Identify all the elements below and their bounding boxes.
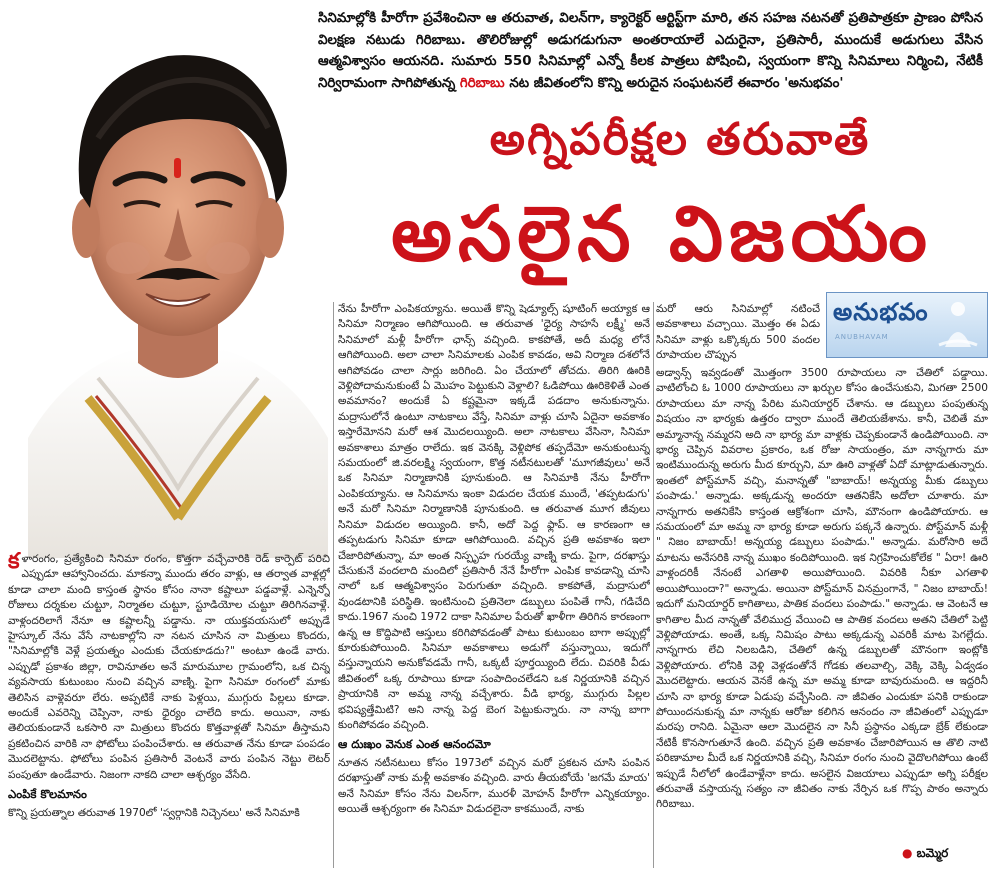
column-divider	[333, 302, 334, 868]
article-column-1	[8, 552, 330, 870]
anubhavam-badge	[826, 292, 988, 358]
column1-subheading: ఎంపికే కొలమానం	[8, 787, 87, 802]
drop-cap-letter: క	[8, 552, 20, 574]
column1-paragraph-2: కొన్ని ప్రయత్నాల తరువాత 1970లో 'స్వర్గానికి నిచ్చెనలు' అనే సినిమాకి	[8, 806, 300, 819]
column1-text-1: ళారంగం, ప్రత్యేకించి సినిమా రంగం, కొత్తగా వచ్చేవారికి రెడ్ కార్పెట్ పరిచి ఎప్పుడూ ఆహ్వానించదు. మాకన్నా ముందు తరం వాళ్లు, ఆ తర్వాత వాళ్లల్లో కూడా చాలా మంది కాస్తంత స్థానం కోసం నానా కష్టాలూ పడ్డవాళ్లే. ఎన్నెన్నో రోజులు దర్శకుల చుట్టూ, నిర్మాతల చుట్టూ, స్టూడియోల చుట్టూ తిరిగినవాళ్లే. వాళ్లందరిలాగే నేనూ ఆ కష్టాలన్నీ పడ్డాను. నా యుక్తవయసులో అప్పుడే హైస్కూల్ నేను వేసే నాటకాల్లోని నా నటన చూసిన నా మిత్రులు కొందరు, "సినిమాల్లోకి వెళ్లే ప్రయత్నం ఎందుకు చేయకూడదు?" అంటూ ఉండే వారు. ఎప్పుడో ప్రకాశం జిల్లా, రావినూతల అనే మారుమూల గ్రామంలోని, ఒక చిన్న వ్యవసాయ కుటుంబం నుంచి వచ్చిన వాణ్ని. పైగా సినిమా రంగంలో మాకు తెలిసిన వాళ్లెవరూ లేరు. అప్పటికే నాకు పెళ్లయి, ముగ్గురు పిల్లలు కూడా. అందుకే ఎవరెన్ని చెప్పినా, నాకు ధైర్యం చాలేది కాదు. అయినా, నాకు తెలియకుండానే ఒకసారి నా మిత్రులు కొందరు కొత్తవాళ్లతో సినిమా తీస్తామని ప్రకటించిన వారికి నా ఫోటోలు పంపించేశారు. ఆ తరువాత నేను కూడా పంపడం మొదలెట్టాను. ఫోటోలు పంపిన ప్రతిసారీ వెంటనే వారు పంపిన నెట్టు లెటర్ పంపుతూ ఉండేవారు. నిజంగా నాకది చాలా ఆశ్చర్యం వేసేది.	[8, 553, 330, 781]
byline-name: బమ్మెర	[916, 846, 949, 860]
intro-highlight-name: గిరిబాబు	[459, 75, 505, 91]
column2-paragraph-2: నూతన నటీనటులు కోసం 1973లో వచ్చిన మరో ప్రకటన చూసి పంపిన దరఖాస్తుతో నాకు మళ్లీ అవకాశం వచ్చింది. వారు తీయబోయే 'జగమే మాయ' అనే సినిమా కోసం నేను విలన్‌గా, మురళీ మోహన్ హీరోగా ఎన్నికయ్యాం. అయితే ఆశ్చర్యంగా ఈ సినిమా విడుదలైనా కాకముందే, నాకు	[338, 756, 650, 815]
headline-line2: అసలైన విజయం	[391, 189, 933, 278]
article-column-3	[656, 366, 988, 846]
column3-paragraph: అడ్వాన్స్ ఇవ్వడంతో మొత్తంగా 3500 రూపాయలు నా చేతిలో పడ్డాయి. వాటిలోంచి ఓ 1000 రూపాయలు నా ఖర్చుల కోసం ఉంచేసుకుని, మిగతా 2500 రూపాయలు మా నాన్న పేరిట మనియార్డర్ చేశాను. ఆ డబ్బులు పంపుతున్న విషయం నా భార్యకు ఉత్తరం ద్వారా ముందే తెలియజేశాను. కానీ, చెబితే మా అమ్మానాన్న నమ్మరని అది నా భార్య మా వాళ్లకు చెప్పకుండానే ఉండిపోయింది. నా భార్య చెప్పిన వివరాల ప్రకారం, ఒక రోజు సాయంత్రం, మా నాన్నగారు మా ఇంటిముందున్న అరుగు మీద కూర్చుని, మా ఊరి వాళ్లతో ఏదో మాట్లాడుతున్నారు. ఇంతలో పోస్ట్‌మాన్ వచ్చి, మనాన్నతో "బాబాయ్! అన్నయ్య మీకు డబ్బులు పంపాడు.' అన్నాడు. అక్కడున్న అందరూ ఆతనికేసి అదోలా చూశారు. మా నాన్నగారు అతనికేసి కాస్తంత ఆక్రోశంగా చూసి, మౌనంగా ఉండిపోయారు. ఆ సమయంలో మా అమ్మ నా భార్య కూడా అరుగు పక్కనే ఉన్నారు. పోస్ట్‌మాన్ మళ్లీ " నిజం బాబాయ్! అన్నయ్య డబ్బులు పంపాడు." అన్నాడు. మరోసారి అదే మాటను అనేసరికి నాన్న ముఖం కందిపోయింది. ఇక నిగ్రహించుకోలేక " ఏరా! ఊరి వాళ్లందరికీ నేనంటే ఎగతాళి అయిపోయింది. వివరికి నీకూ ఎగతాళి అయిపోయిందా?" అన్నాడు. అయినా పోస్ట్‌మాన్ వినమ్రంగానే, " నిజం బాబాయ్! ఇదుగో మనియార్డర్ కాగితాలు, పాతిక వందలు పంపాడు." అన్నాడు. ఆ వెంటనే ఆ కాగితాల మీద నాన్నతో వేలిముద్ర వేయించి ఆ పాతిక వందలు అతని చేతిలో పెట్టి వెళ్లిపోయాడు. అంతే, ఒక్క నిమిషం పాటు అక్కడున్న ఎవరికీ మాట పెగల్లేదు. నాన్నగారు లేచి నిలబడిని, చేతిలో ఉన్న డబ్బులతో మౌనంగా ఇంట్లోకి వెళ్లిపోయారు. లోనికి వెళ్లి వెళ్లడంతోనే గోడకు తలవాల్చి, వెక్కి వెక్కి ఏడ్వడం మొదలెట్టారు. ఆయన వెనకే ఉన్న మా అమ్మ కూడా బావురుమంది. ఆ ఇద్దరినీ చూసి నా భార్య కూడా ఏడుపు వచ్చేసింది. నా జీవితం ఎందుకూ పనికి రాకుండా పోయిందనుకున్న మా నాన్నకు ఆరోజు కలిగిన ఆనందం నా జీవితంలో ఎప్పుడూ మరపు రానిది. ఏమైనా ఆలా మొదలైన నా సినీ ప్రస్థానం ఎక్కడా బ్రేక్ లేకుండా నేటికీ కొనసాగుతూనే ఉంది. వచ్చిన ప్రతి అవకాశం చేజారిపోయిన ఆ తొలి నాటి పరిణామాల మీదే ఒక నిర్ణయానికి వచ్చి, సినిమా రంగం నుంచి వైదొలగిపోయి ఉంటే ఇప్పుడే నీలోలో ఉండేవాళ్లేనా కాదు. అసలైన విజయాలు ఎప్పుడూ అగ్ని పరీక్షల తరువాతే వస్తాయన్న సత్యం నా జీవితం నాకు నేర్పిన ఒక గొప్ప పాఠం అన్నారు గిరిబాబు.	[656, 367, 988, 811]
article-column-2	[338, 302, 650, 868]
column2-subheading: ఆ దుఃఖం వెనుక ఎంత ఆనందమో	[338, 737, 491, 752]
bullet-icon: ●	[902, 846, 917, 860]
column1-paragraph-1	[8, 552, 330, 783]
article-column-3-top	[656, 302, 820, 364]
column2-paragraph-1: నేను హీరోగా ఎంపికయ్యాను. అయితే కొన్ని షెడ్యూల్స్ షూటింగ్ అయ్యాక ఆ సినిమా నిర్మాణం ఆగిపోయింది. ఆ తరువాత 'ధైర్య సాహసే లక్ష్మీ' అనే సినిమాలో మళ్లీ హీరోగా ఛాన్స్ వచ్చింది. కాకపోతే, అదీ మధ్య లోనే ఆగిపోయింది. అలా చాలా సినిమాలకు ఎంపిక కావడం, అవి నిర్మాణ దశలోనే ఆగిపోవడం చాలా సార్లు జరిగింది. ఏం చేయాలో తోచదు. తిరిగి ఊరికి వెళ్లిపోదామనుకుంటే ఏ మొహం పెట్టుకుని వెళ్లాలి? ఓడిపోయి ఊరికెళితే ఎంత అవమానం? అందుకే ఏ కష్టమైనా ఇక్కడే పడదాం అనుకున్నాను. మద్రాసులోనే ఉంటూ నాటకాలు వేస్తే, సినిమా వాళ్లు చూసి ఏదైనా అవకాశం ఇస్తారేమోనని మరో ఆశ మొదలయ్యింది. అలా నాటకాలు వేసినా, సినిమా అవకాశాలు మాత్రం రాలేదు. ఇక వెనక్కి వెళ్లిపోక తప్పదేమో అనుకుంటున్న సమయంలో జి.వరలక్ష్మి స్వయంగా, కొత్త నటీనటులతో 'మూగజీవులు' అనే ఒక సినిమా నిర్మాణానికి పూనుకుంది. ఆ సినిమాకి నేను హీరోగా ఎంపికయ్యాను. ఆ సినిమాను ఇంకా విడుదల చేయక ముందే, 'తప్పటడుగు' అనే మరో సినిమా నిర్మాణానికి పూనుకుంది. ఆ తరువాత మూగ జీవులు సినిమా విడుదల అయ్యింది. కానీ, అదో పెద్ద ఫ్లాప్. ఆ కారణంగా ఆ తప్పటడుగు సినిమా కూడా ఆగిపోయింది. వచ్చిన ప్రతి అవకాశం ఇలా చేజారిపోతున్నా, మా అంత నిస్పృహ గురయ్యే వాణ్ని కాదు. పైగా, దరఖాస్తు చేసుకునే వందలాది మందిలో ప్రతిసారీ నేనే హీరోగా ఎంపిక కావడాన్ని చూసి నాలో ఒక ఆత్మవిశ్వాసం పెరుగుతూ వచ్చింది. కాకపోతే, మద్రాసులో వుండటానికి పరిస్థితి. ఇంటినుంచి ప్రతినెలా డబ్బులు పంపితే గానీ, గడిచేది కాదు.1967 నుంచి 1972 దాకా సినిమాల పేరుతో ఖాళీగా తిరిగిన కారణంగా ఉన్న ఆ కొద్దిపాటి ఆస్తులు కరిగిపోవడంతో పాటు కుటుంబం బాగా అప్పుల్లో కూరుకుపోయింది. సినిమా అవకాశాలు అడుగో వస్తున్నాయి, ఇదుగో వస్తున్నాయని అనుకోవడమే గానీ, ఒక్కటీ పూర్తయ్యింది లేదు. చివరికి వీడు జీవితంలో ఒక్క రూపాయి కూడా సంపాదించలేడని ఒక నిర్ణయానికి వచ్చిన ప్రాయానికి నా అమ్మ నాన్న వచ్చేశారు. వీడి భార్య, ముగ్గురు పిల్లల భవిష్యత్తేమిటి? అని నాన్న పెద్ద బెంగ పెట్టుకున్నారు. నా నాన్న బాగా కుంగిపోవడం వచ్చింది.	[338, 303, 650, 731]
meditating-figure-icon	[935, 297, 981, 353]
portrait-illustration	[28, 18, 328, 558]
headline-line1: అగ్నిపరీక్షల తరువాతే	[489, 114, 871, 165]
badge-subtitle: ANUBHAVAM	[835, 333, 889, 341]
intro-text-part1: సినిమాల్లోకి హీరోగా ప్రవేశించినా ఆ తరువాత, విలన్‌గా, క్యారెక్టర్ ఆర్టిస్ట్‌గా మారి, తన సహజ నటనతో ప్రతిపాత్రకూ ప్రాణం పోసిన విలక్షణ నటుడు గిరిబాబు. తొలిరోజుల్లో అడుగడుగునా అంతరాయాలే ఎదురైనా, ప్రతిసారీ, ముందుకే అడుగులు వేసిన ఆత్మవిశ్వాసం ఆయనది. సుమారు 550 సినిమాల్లో ఎన్నో కీలక పాత్రలు పోషించి, స్వయంగా కొన్ని సినిమాలు నిర్మించి, నేటికీ నిర్విరామంగా సాగిపోతున్న	[318, 11, 983, 91]
intro-text-part2: నట జీవితంలోని కొన్ని అరుదైన సంఘటనలే ఈవారం 'అనుభవం'	[504, 75, 844, 91]
portrait-photo	[28, 18, 328, 558]
intro-paragraph	[318, 8, 983, 94]
column3-top-paragraph: మరో ఆరు సినిమాల్లో నటించే అవకాశాలు వచ్చాయి. మొత్తం ఈ ఏడు సినిమా వాళ్లు ఒక్కొక్కరు 500 వందల రూపాయల చొప్పున	[656, 303, 820, 362]
byline	[902, 846, 948, 863]
column-divider	[653, 302, 654, 868]
badge-title: అనుభవం	[833, 297, 929, 326]
